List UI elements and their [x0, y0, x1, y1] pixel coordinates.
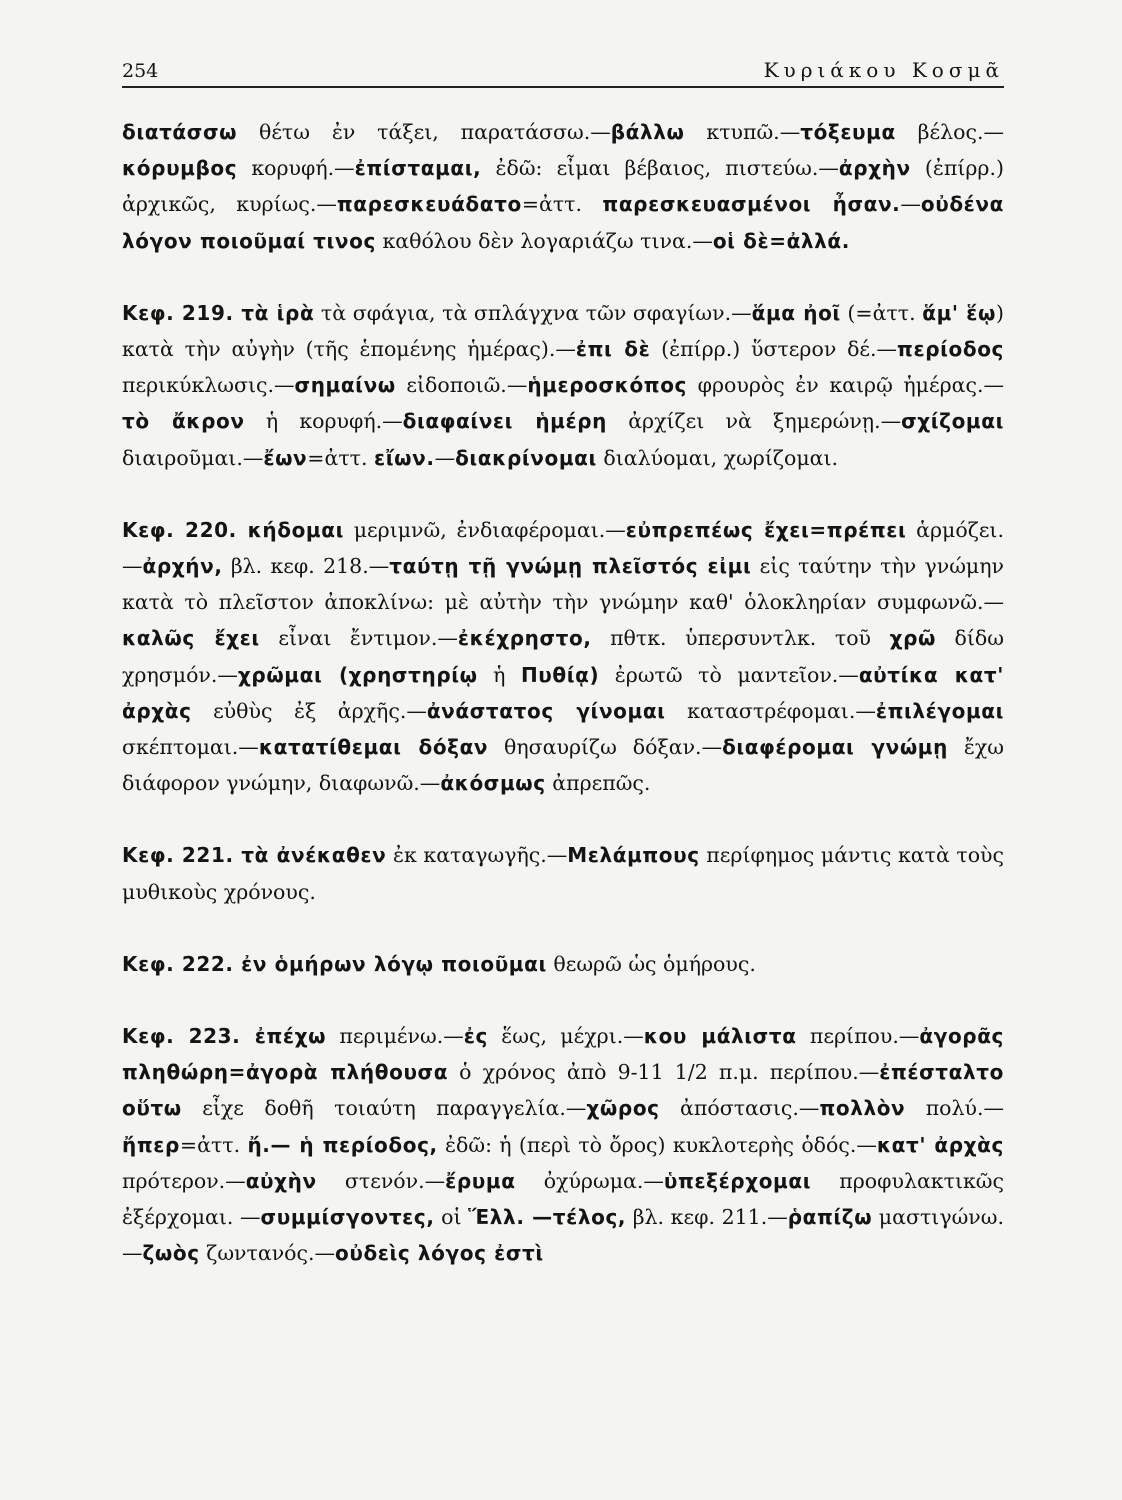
headword: εἴων. [374, 445, 435, 470]
headword: ἡμεροσκόπος [527, 373, 688, 398]
page-number: 254 [122, 60, 159, 82]
gloss-text: στενόν.— [316, 1168, 446, 1193]
gloss-text: ἔχω διάφορον γνώμην, διαφωνῶ.— [122, 735, 1004, 796]
headword: ἐπέσταλτο οὕτω [122, 1060, 1004, 1121]
gloss-text: περικύκλωσις.— [122, 373, 295, 398]
headword: σημαίνω [294, 373, 396, 398]
gloss-text: φρουρὸς ἐν καιρῷ ἡμέρας.— [687, 373, 1004, 398]
headword: τόξευμα [800, 120, 896, 144]
running-head: Κυριάκου Κοσμᾶ [763, 58, 1004, 82]
gloss-text: =ἀττ. [521, 192, 603, 217]
headword: ἤ.— ἡ περίοδος, [247, 1132, 438, 1157]
gloss-text: ἀρχίζει νὰ ξημερώνῃ.— [606, 409, 902, 434]
gloss-text: εἶχε δοθῆ τοιαύτη παραγγελία.— [181, 1096, 587, 1121]
paragraph-kef-222 [122, 946, 1004, 982]
gloss-text: δίδω χρησμόν.— [122, 626, 1004, 687]
gloss-text: εἰς ταύτην τὴν γνώμην κατὰ τὸ πλεῖστον ἀποκλίνω: μὲ αὐτὴν τὴν γνώμην καθ' ὁλοκληρίαν συμφωνῶ.— [122, 554, 1005, 615]
gloss-text: διαλύομαι, χωρίζομαι. [596, 445, 839, 470]
headword: συμμίσγοντες, [260, 1205, 435, 1230]
gloss-text: κορυφή.— [237, 156, 355, 181]
headword: χῶρος [586, 1096, 660, 1121]
headword: οἱ δὲ=ἀλλά. [712, 228, 850, 253]
gloss-text: ἐκ καταγωγῆς.— [386, 843, 568, 868]
headword: ταύτῃ τῇ γνώμῃ πλεῖστός εἰμι [389, 554, 752, 579]
gloss-text: περίφημος μάντις κατὰ τοὺς μυθικοὺς χρόνους. [122, 843, 1005, 904]
gloss-text: — [434, 445, 456, 470]
gloss-text: θέτω ἐν τάξει, παρατάσσω.— [237, 120, 611, 144]
gloss-text: θησαυρίζω δόξαν.— [488, 735, 723, 760]
headword: Κεφ. 221. τὰ ἀνέκαθεν [122, 843, 387, 868]
headword: καλῶς ἔχει [122, 626, 260, 651]
gloss-text: ἡ κορυφή.— [244, 409, 403, 434]
gloss-text: οἱ [434, 1205, 469, 1230]
gloss-text: διαιροῦμαι.— [122, 445, 264, 470]
gloss-text: βλ. κεφ. 218.— [222, 554, 390, 579]
gloss-text: (ἐπίρρ.) ὕστερον δέ.— [650, 337, 898, 362]
headword: ἐπιλέγομαι [875, 698, 1005, 723]
gloss-text: ἐδῶ: ἡ (περὶ τὸ ὄρος) κυκλοτερὴς ὁδός.— [437, 1132, 877, 1157]
headword: ὑπεξέρχομαι [663, 1168, 812, 1193]
gloss-text: μεριμνῶ, ἐνδιαφέρομαι.— [343, 517, 626, 542]
headword: κόρυμβος [122, 156, 238, 181]
headword: παρεσκευάδατο [336, 192, 522, 217]
headword: κατατίθεμαι δόξαν [258, 735, 489, 760]
gloss-text: καθόλου δὲν λογαριάζω τινα.— [375, 228, 713, 253]
headword: αὐτίκα κατ' ἀρχὰς [122, 662, 1004, 723]
page-header [122, 40, 1004, 88]
headword: χρῶ [889, 626, 936, 651]
paragraph-kef-220 [122, 512, 1004, 802]
headword: ἅμ' ἕῳ [922, 300, 996, 325]
headword: διατάσσω [122, 120, 238, 144]
headword: ἅμα ἠοῖ [751, 300, 841, 325]
headword: Κεφ. 220. κήδομαι [122, 517, 344, 542]
headword: ἔων [263, 445, 308, 470]
headword: ἀκόσμως [440, 771, 546, 796]
gloss-text: (=ἀττ. [840, 300, 923, 325]
headword: διαφαίνει ἡμέρη [402, 409, 607, 434]
headword: πολλὸν [819, 1096, 906, 1121]
paragraph-kef-223 [122, 1018, 1004, 1271]
gloss-text: ἐρωτῶ τὸ μαντεῖον.— [599, 662, 859, 687]
paragraph-kef-219 [122, 295, 1004, 476]
paragraph-kef-221 [122, 837, 1004, 909]
gloss-text: περίπου.— [796, 1024, 920, 1049]
gloss-text: ὁ χρόνος ἀπὸ 9-11 1/2 π.μ. περίπου.— [448, 1060, 880, 1085]
headword: ἔρυμα [445, 1168, 516, 1193]
gloss-text: ἡ [477, 662, 521, 687]
headword: ῥαπίζω [787, 1205, 873, 1230]
page [122, 40, 1004, 1307]
gloss-text: πθτκ. ὑπερσυντλκ. τοῦ [591, 626, 890, 651]
headword: ἐπι δὲ [575, 337, 651, 362]
gloss-text: κτυπῶ.— [684, 120, 801, 144]
gloss-text: ἀπρεπῶς. [545, 771, 651, 796]
headword: εὐπρεπέως ἔχει=πρέπει [625, 517, 907, 542]
gloss-text: ἁρμόζει.— [122, 517, 1004, 579]
gloss-text: ζωντανός.— [199, 1241, 335, 1266]
gloss-text: ἕως, μέχρι.— [487, 1024, 644, 1049]
gloss-text: θεωρῶ ὡς ὁμήρους. [546, 951, 756, 976]
gloss-text: βέλος.— [895, 120, 1004, 144]
headword: διακρίνομαι [455, 445, 597, 470]
gloss-text: μαστιγώνω.— [122, 1205, 1005, 1266]
headword: ζωὸς [142, 1241, 200, 1266]
gloss-text: πολύ.— [905, 1096, 1005, 1121]
gloss-text: ὀχύρωμα.— [515, 1168, 664, 1193]
gloss-text: (ἐπίρρ.) ἀρχικῶς, κυρίως.— [122, 156, 1004, 217]
body-text [122, 114, 1004, 1271]
headword: ἤπερ [122, 1132, 180, 1157]
gloss-text: προφυλακτικῶς ἐξέρχομαι. — [122, 1168, 1004, 1230]
gloss-text: εἶναι ἔντιμον.— [259, 626, 458, 651]
headword: Πυθίᾳ) [520, 662, 600, 687]
gloss-text: ἐδῶ: εἶμαι βέβαιος, πιστεύω.— [481, 156, 839, 181]
headword: Κεφ. 219. τὰ ἱρὰ [122, 300, 315, 325]
headword: βάλλω [610, 120, 685, 144]
headword: ἐπίσταμαι, [354, 156, 482, 181]
headword: ἀρχὴν [838, 156, 911, 181]
gloss-text: βλ. κεφ. 211.— [626, 1205, 788, 1230]
gloss-text: καταστρέφομαι.— [665, 698, 876, 723]
gloss-text: εἰδοποιῶ.— [395, 373, 528, 398]
gloss-text: =ἀττ. [307, 445, 375, 470]
headword: περίοδος [897, 337, 1004, 362]
gloss-text: εὐθὺς ἐξ ἀρχῆς.— [191, 698, 427, 723]
headword: κου μάλιστα [643, 1024, 797, 1049]
headword: κατ' ἀρχὰς [876, 1132, 1004, 1157]
headword: Μελάμπους [567, 843, 700, 868]
headword: διαφέρομαι γνώμῃ [722, 735, 948, 760]
headword: παρεσκευασμένοι ἦσαν. [602, 192, 901, 217]
headword: οὐδένα λόγον ποιοῦμαί τινος [122, 192, 1004, 253]
headword: Ἕλλ. —τέλος, [468, 1205, 627, 1230]
gloss-text: =ἀττ. [179, 1132, 248, 1157]
headword: σχίζομαι [901, 409, 1004, 434]
headword: ἐκέχρηστο, [457, 626, 592, 651]
gloss-text: τὰ σφάγια, τὰ σπλάγχνα τῶν σφαγίων.— [314, 300, 752, 325]
gloss-text: σκέπτομαι.— [122, 735, 259, 760]
gloss-text: περιμένω.— [326, 1024, 464, 1049]
gloss-text: ἀπόστασις.— [659, 1096, 820, 1121]
gloss-text: πρότερον.— [122, 1168, 246, 1193]
headword: ἐς [463, 1024, 488, 1049]
headword: αὐχὴν [245, 1168, 317, 1193]
headword: οὐδεὶς λόγος ἐστὶ [335, 1241, 544, 1266]
headword: Κεφ. 222. ἐν ὁμήρων λόγῳ ποιοῦμαι [122, 951, 547, 976]
headword: ἀνάστατος γίνομαι [426, 698, 666, 723]
gloss-text: ) κατὰ τὴν αὐγὴν (τῆς ἑπομένης ἡμέρας).— [122, 300, 1004, 362]
headword: ἀρχήν, [142, 554, 223, 579]
headword: χρῶμαι (χρηστηρίῳ [237, 662, 478, 687]
headword: Κεφ. 223. ἐπέχω [122, 1024, 327, 1049]
gloss-text: — [900, 192, 921, 217]
paragraph-1 [122, 114, 1004, 259]
headword: τὸ ἄκρον [122, 409, 245, 434]
headword: ἀγορᾶς πληθώρη=ἀγορὰ πλήθουσα [122, 1024, 1004, 1085]
